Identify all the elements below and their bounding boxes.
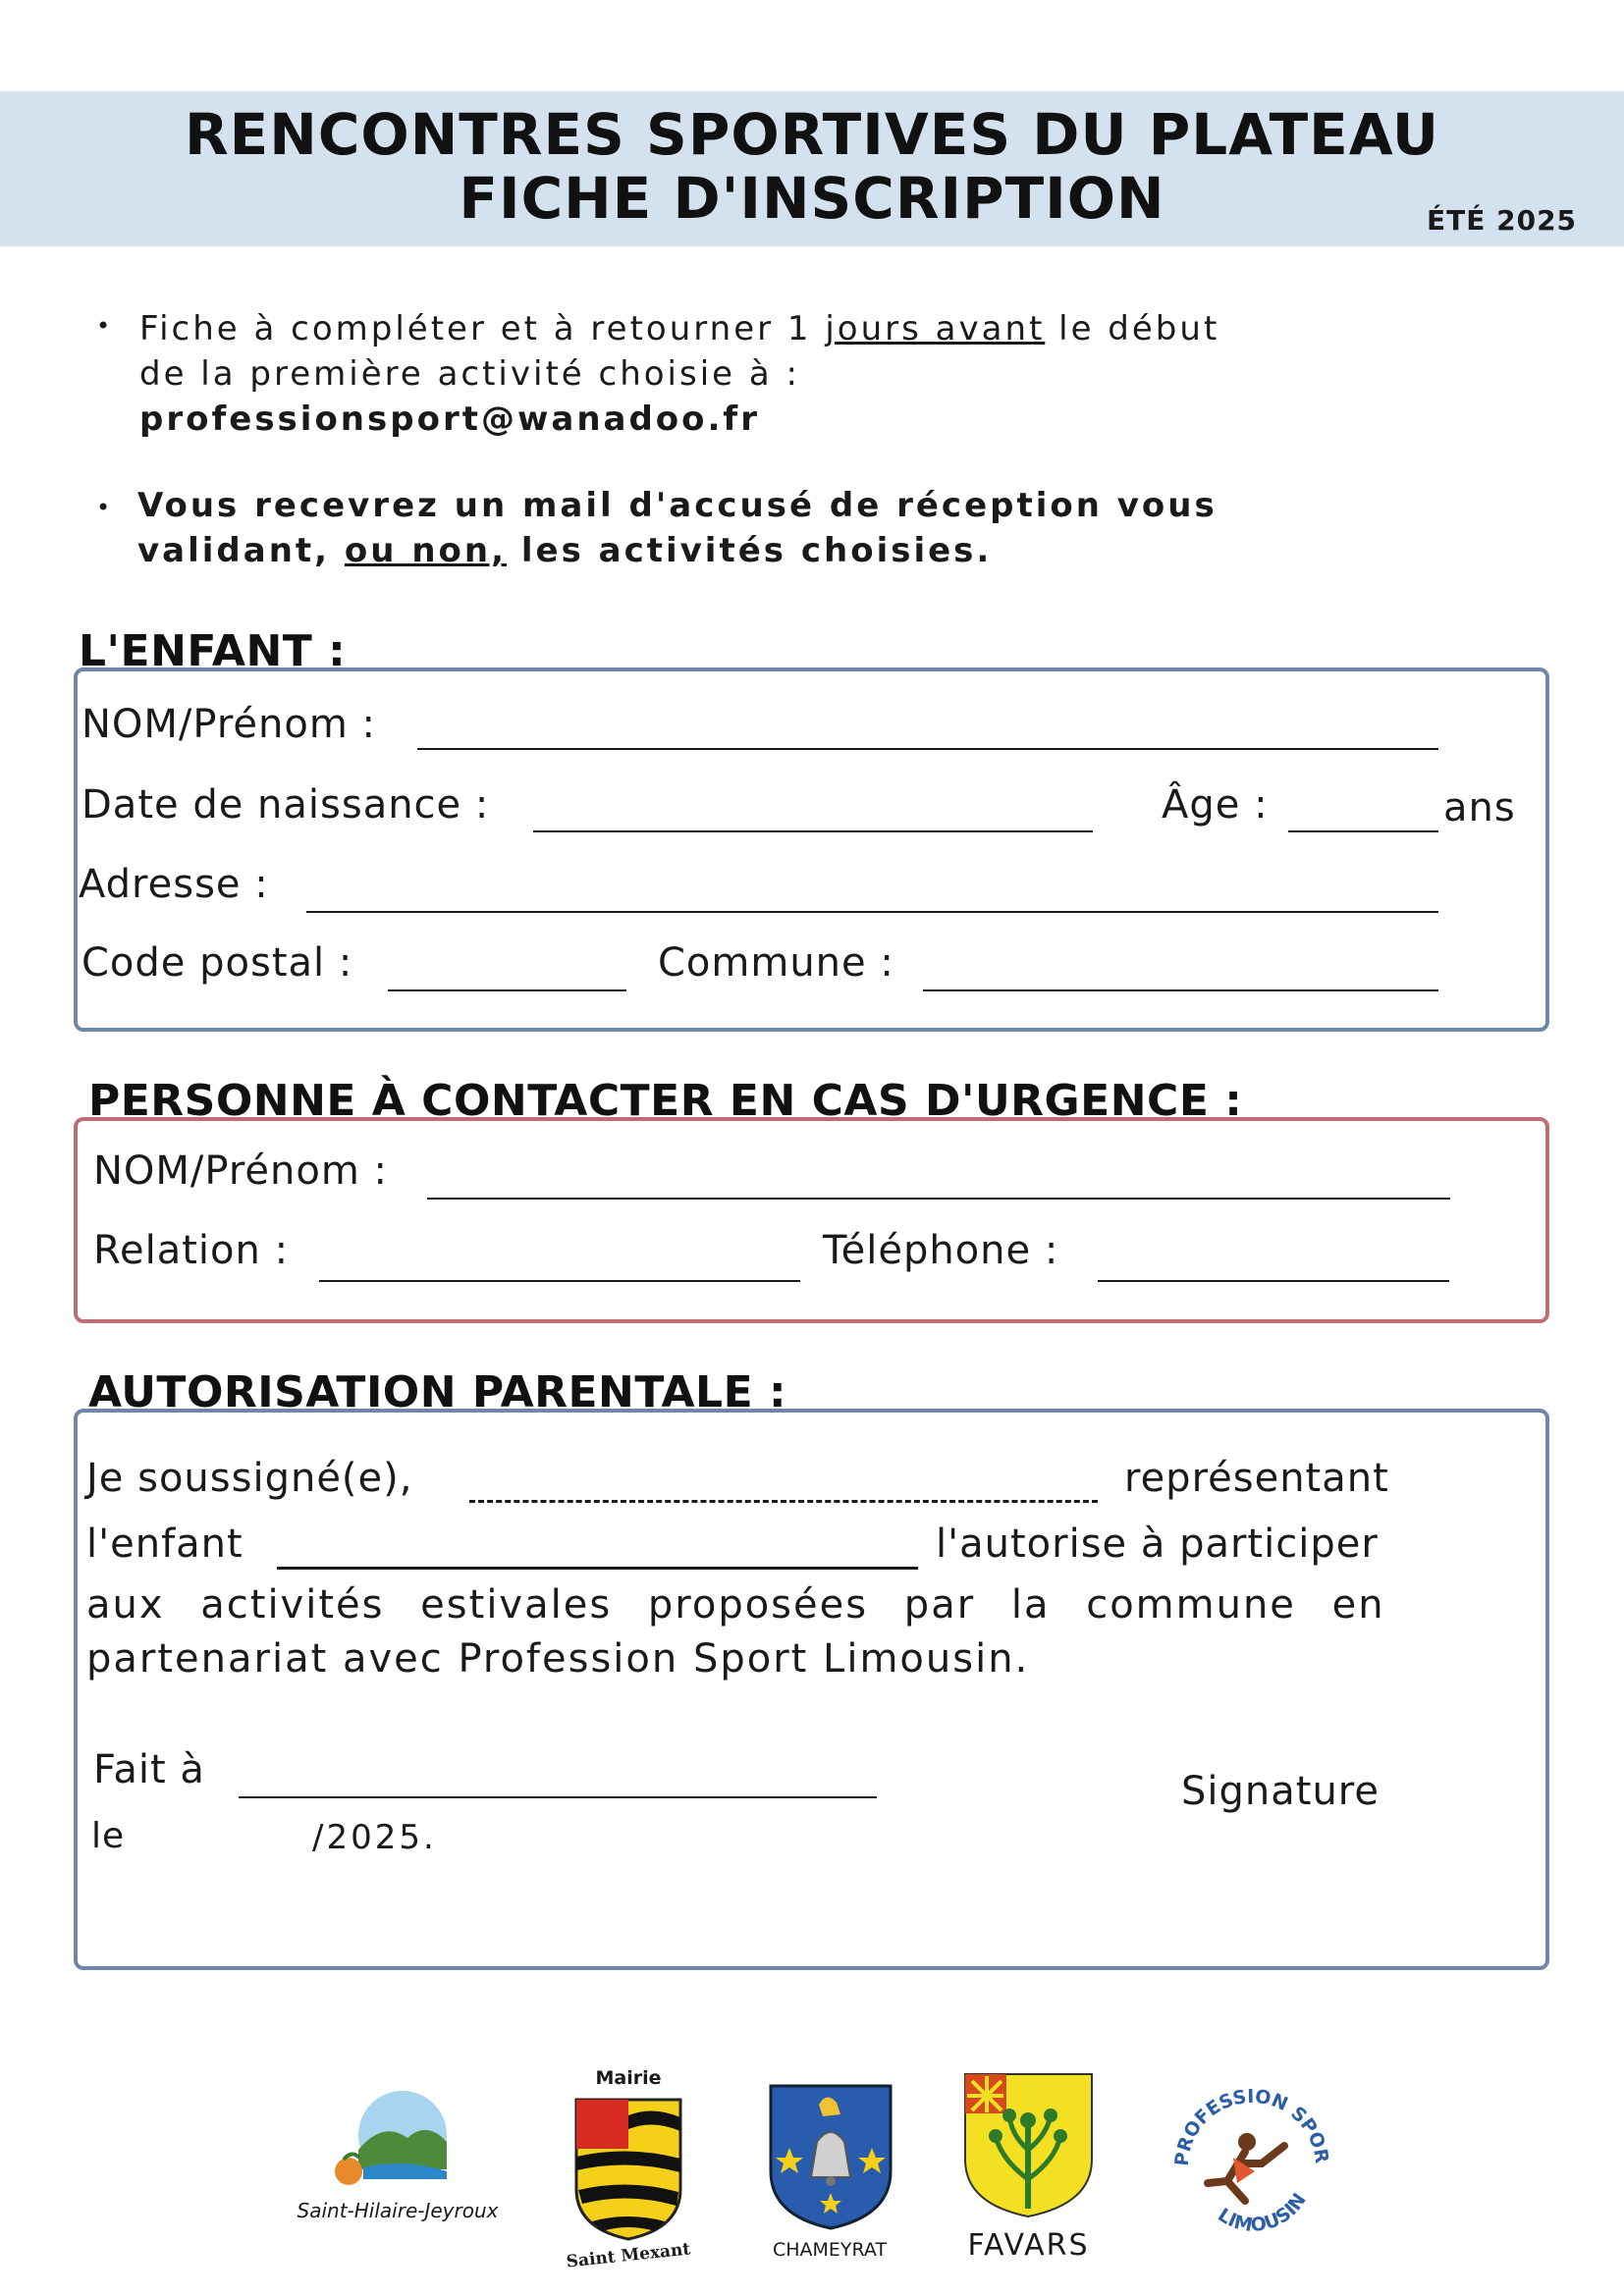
page-subtitle: FICHE D'INSCRIPTION bbox=[459, 165, 1165, 232]
child-name-field[interactable] bbox=[417, 748, 1438, 750]
auth-signer-label: Je soussigné(e), bbox=[86, 1456, 413, 1501]
favars-caption: FAVARS bbox=[967, 2228, 1090, 2263]
chameyrat-crest bbox=[768, 2083, 893, 2230]
child-age-unit: ans bbox=[1443, 785, 1516, 830]
child-town-field[interactable] bbox=[923, 989, 1438, 991]
svg-text:PROFESSION SPORT bbox=[1168, 2073, 1332, 2167]
auth-text-line4: partenariat avec Profession Sport Limousin. bbox=[86, 1636, 1030, 1682]
made-at-field[interactable] bbox=[239, 1796, 877, 1798]
child-town-label: Commune : bbox=[658, 940, 894, 986]
saint-hilaire-caption: Saint-Hilaire-Jeyroux bbox=[297, 2199, 499, 2222]
bullet-1: • bbox=[96, 312, 111, 340]
authorization-section-title: AUTORISATION PARENTALE : bbox=[88, 1367, 787, 1417]
child-name-label: NOM/Prénom : bbox=[81, 702, 376, 747]
emergency-phone-label: Téléphone : bbox=[823, 1228, 1059, 1273]
mairie-caption: Mairie bbox=[595, 2067, 662, 2089]
instruction-1-deadline: jours avant bbox=[825, 309, 1046, 348]
profession-sport-logo bbox=[1168, 2073, 1335, 2240]
saint-mexant-crest bbox=[574, 2096, 682, 2243]
chameyrat-caption: CHAMEYRAT bbox=[772, 2239, 888, 2261]
saint-hilaire-logo bbox=[324, 2081, 471, 2194]
made-at-label: Fait à bbox=[93, 1747, 205, 1792]
date-label: le bbox=[91, 1816, 126, 1856]
auth-child-field[interactable] bbox=[277, 1567, 918, 1570]
child-age-field[interactable] bbox=[1288, 830, 1438, 832]
auth-permission-label: l'autorise à participer bbox=[936, 1522, 1379, 1567]
ps-arc-bottom: LIMOUSIN bbox=[1214, 2189, 1311, 2237]
emergency-section-title: PERSONNE À CONTACTER EN CAS D'URGENCE : bbox=[88, 1076, 1243, 1126]
child-address-field[interactable] bbox=[306, 911, 1438, 913]
date-year: /2025. bbox=[312, 1818, 437, 1857]
child-birth-field[interactable] bbox=[533, 830, 1093, 832]
child-postal-field[interactable] bbox=[388, 989, 626, 991]
emergency-name-label: NOM/Prénom : bbox=[93, 1148, 388, 1194]
season-label: ÉTÉ 2025 bbox=[1427, 204, 1578, 237]
auth-text-line3: aux activités estivales proposées par la commune en bbox=[86, 1582, 1385, 1628]
instruction-2: Vous recevrez un mail d'accusé de réception vous validant, ou non, les activités choisies. bbox=[137, 486, 1218, 570]
emergency-relation-label: Relation : bbox=[93, 1228, 290, 1273]
favars-crest bbox=[962, 2071, 1095, 2218]
child-age-label: Âge : bbox=[1162, 782, 1269, 828]
auth-representing-label: représentant bbox=[1124, 1456, 1389, 1501]
page-title: RENCONTRES SPORTIVES DU PLATEAU bbox=[185, 101, 1439, 168]
emergency-phone-field[interactable] bbox=[1098, 1280, 1449, 1282]
instruction-1: Fiche à compléter et à retourner 1 jours avant le début de la première activité choisie à : professionsport@wanadoo.fr bbox=[139, 306, 1219, 442]
saint-mexant-caption: Saint Mexant bbox=[565, 2239, 692, 2272]
contact-email: professionsport@wanadoo.fr bbox=[139, 400, 760, 439]
auth-signer-field[interactable] bbox=[469, 1500, 1098, 1503]
bullet-2: • bbox=[96, 494, 111, 521]
emergency-name-field[interactable] bbox=[427, 1198, 1450, 1200]
emergency-relation-field[interactable] bbox=[319, 1280, 800, 1282]
child-address-label: Adresse : bbox=[79, 862, 269, 907]
child-section-title: L'ENFANT : bbox=[79, 626, 347, 676]
svg-text:LIMOUSIN bbox=[1214, 2189, 1310, 2236]
child-birth-label: Date de naissance : bbox=[81, 782, 490, 828]
auth-child-label: l'enfant bbox=[86, 1522, 244, 1567]
ps-arc-top: PROFESSION SPOR bbox=[1170, 2085, 1333, 2167]
child-postal-label: Code postal : bbox=[81, 940, 353, 986]
signature-label: Signature bbox=[1181, 1769, 1380, 1814]
